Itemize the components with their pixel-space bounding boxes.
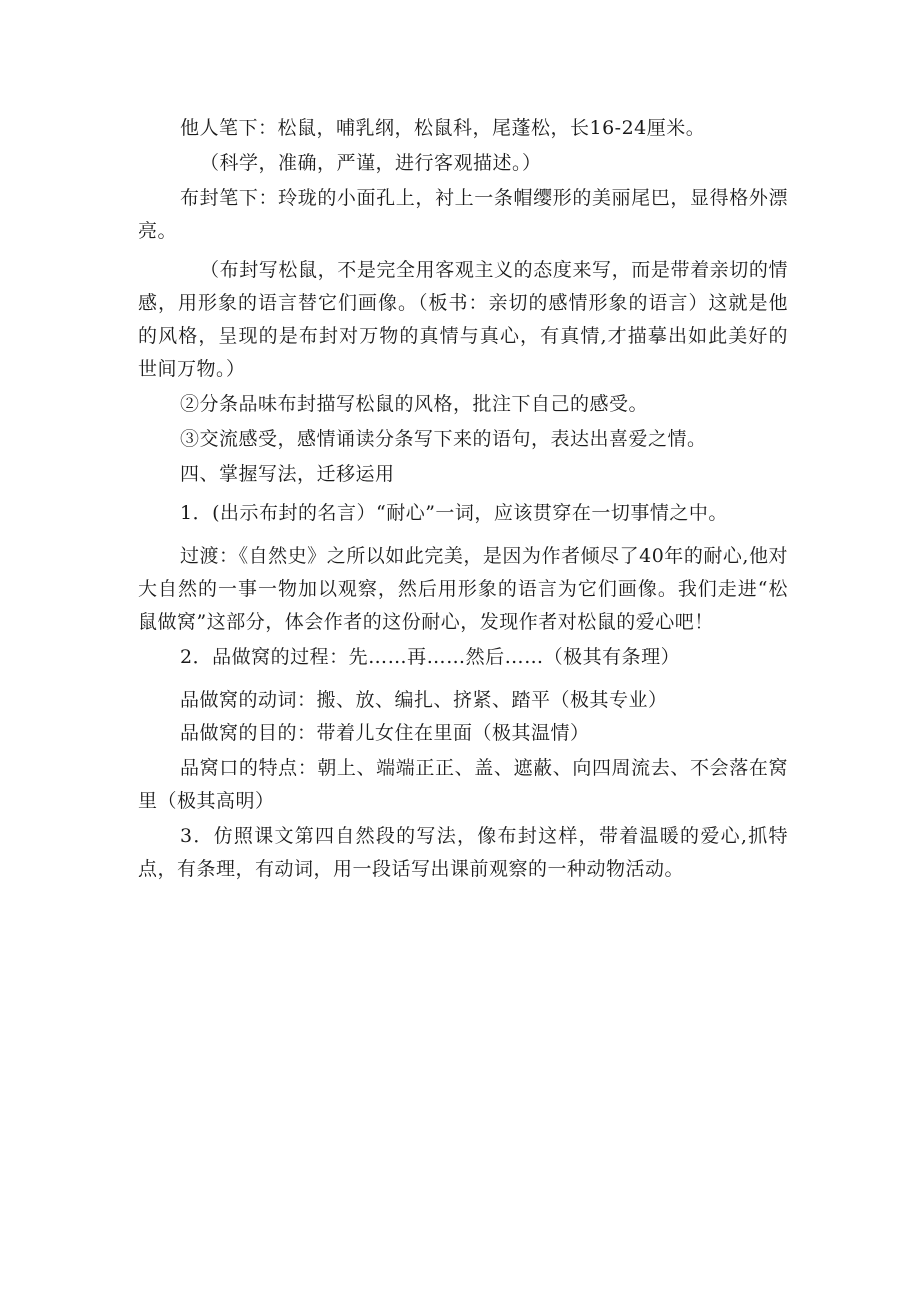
paragraph-buffon-description: 布封笔下：玲珑的小面孔上，衬上一条帽缨形的美丽尾巴，显得格外漂亮。 bbox=[138, 187, 788, 242]
paragraph-step-2: ②分条品味布封描写松鼠的风格，批注下自己的感受。 bbox=[180, 393, 649, 415]
paragraph-transition: 过渡：《自然史》之所以如此完美，是因为作者倾尽了40年的耐心,他对大自然的一事一物加以观察，然后用形象的语言为它们画像。我们走进“松鼠做窝”这部分，体会作者的这份耐心，发现作者对松鼠的爱心吧！ bbox=[138, 545, 788, 633]
paragraph-scientific-note: （科学，准确，严谨，进行客观描述。） bbox=[200, 152, 542, 174]
paragraph-entrance: 品窝口的特点：朝上、端端正正、盖、遮蔽、向四周流去、不会落在窝里（极其高明） bbox=[138, 757, 788, 812]
paragraph-item-1: 1．(出示布封的名言）“耐心”一词，应该贯穿在一切事情之中。 bbox=[180, 502, 728, 524]
paragraph-verbs: 品做窝的动词：搬、放、编扎、挤紧、踏平（极其专业） bbox=[180, 689, 668, 711]
paragraph-item-3: 3．仿照课文第四自然段的写法，像布封这样，带着温暖的爱心,抓特点，有条理，有动词，用一段话写出课前观察的一种动物活动。 bbox=[138, 825, 788, 880]
paragraph-purpose: 品做窝的目的：带着儿女住在里面（极其温情） bbox=[180, 722, 590, 744]
document-body bbox=[138, 112, 788, 886]
paragraph-step-3: ③交流感受，感情诵读分条写下来的语句，表达出喜爱之情。 bbox=[180, 428, 707, 450]
paragraph-item-2: 2．品做窝的过程：先……再……然后……（极其有条理） bbox=[180, 646, 681, 668]
paragraph-others-description: 他人笔下：松鼠，哺乳纲，松鼠科，尾蓬松，长16-24厘米。 bbox=[180, 117, 706, 139]
section-heading-4: 四、掌握写法，迁移运用 bbox=[180, 463, 395, 485]
paragraph-buffon-style-note: （布封写松鼠，不是完全用客观主义的态度来写，而是带着亲切的情感，用形象的语言替它们画像。（板书：亲切的感情形象的语言）这就是他的风格，呈现的是布封对万物的真情与真心，有真情,才描摹出如此美好的世间万物。） bbox=[138, 259, 788, 380]
